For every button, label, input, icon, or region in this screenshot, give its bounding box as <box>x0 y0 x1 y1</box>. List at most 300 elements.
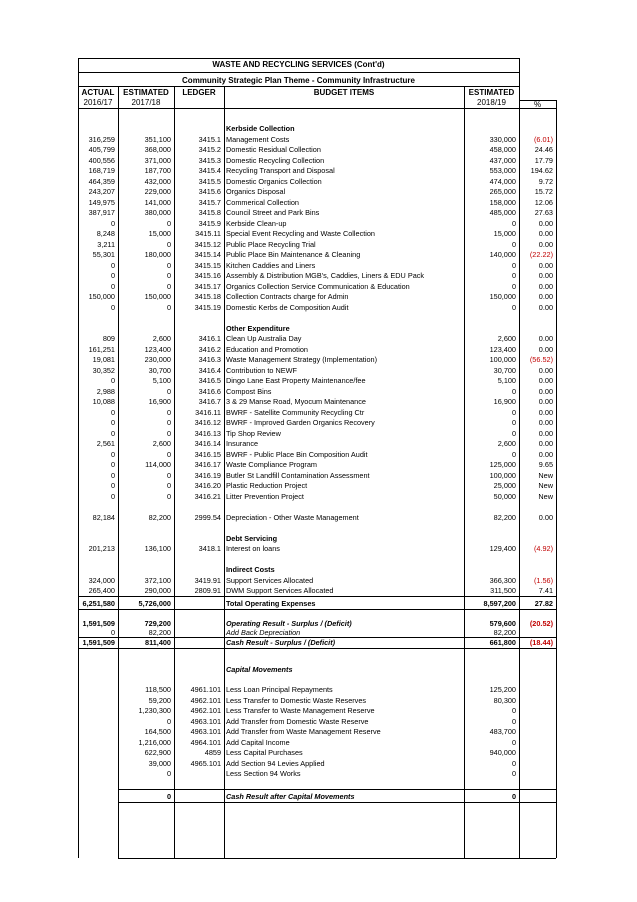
capital-item-label: Less Capital Purchases <box>226 748 303 757</box>
capital-item-label: Less Transfer to Waste Management Reserve <box>226 706 375 715</box>
estimated-prior-value: 0 <box>166 418 171 427</box>
capital-estimated: 0 <box>511 769 516 778</box>
estimated-prior-value: 368,000 <box>144 145 171 154</box>
estimated-prior-value: 0 <box>166 271 171 280</box>
ledger-code: 3415.19 <box>194 302 221 312</box>
estimated-value: 15,000 <box>493 229 516 238</box>
estimated-value: 2,600 <box>497 334 516 343</box>
budget-item-label: Recycling Transport and Disposal <box>226 166 335 175</box>
percent-change: 194.62 <box>530 166 553 175</box>
ledger-code: 3416.7 <box>198 397 221 406</box>
ledger-code: 3415.8 <box>198 208 221 217</box>
estimated-value: 437,000 <box>489 155 516 165</box>
percent-change: 0.00 <box>538 239 553 249</box>
result-percent: (18.44) <box>529 637 553 647</box>
result-actual: 1,591,509 <box>82 618 115 628</box>
actual-value: 0 <box>110 302 115 312</box>
capital-ledger-code: 4859 <box>204 748 221 757</box>
estimated-prior-value: 2,600 <box>152 334 171 343</box>
percent-change: 0.00 <box>538 376 553 385</box>
capital-item-label: Add Capital Income <box>226 737 290 747</box>
estimated-prior-value: 136,100 <box>144 544 171 553</box>
budget-item-label: BWRF - Improved Garden Organics Recovery <box>226 418 375 427</box>
percent-change: 24.46 <box>534 145 553 154</box>
total-estimated: 8,597,200 <box>483 598 516 608</box>
total-operating-expenses-label: Total Operating Expenses <box>226 598 316 608</box>
actual-value: 0 <box>110 376 115 385</box>
percent-column-rule <box>556 100 557 858</box>
ledger-code: 3415.16 <box>194 271 221 280</box>
budget-item-label: Domestic Kerbs de Composition Audit <box>226 302 349 312</box>
percent-change: 15.72 <box>534 187 553 196</box>
actual-value: 19,081 <box>92 355 115 364</box>
sheet-bottom-rule <box>118 858 556 859</box>
estimated-prior-value: 0 <box>166 470 171 480</box>
estimated-prior-value: 15,000 <box>148 229 171 238</box>
capital-ledger-code: 4962.101 <box>190 706 221 715</box>
actual-value: 464,359 <box>88 176 115 186</box>
actual-value: 3,211 <box>97 239 115 249</box>
header-bottom-rule <box>78 108 556 109</box>
estimated-prior-value: 187,700 <box>144 166 171 175</box>
result-estimated-prior: 811,400 <box>145 637 171 647</box>
estimated-prior-value: 0 <box>166 449 171 459</box>
estimated-value: 0 <box>511 239 516 249</box>
estimated-prior-value: 5,100 <box>152 376 171 385</box>
percent-change: 27.63 <box>534 208 553 217</box>
actual-value: 8,248 <box>96 229 115 238</box>
ledger-code: 3416.21 <box>194 491 221 501</box>
ledger-code: 3419.91 <box>194 575 221 585</box>
header-percent: % <box>533 100 542 109</box>
ledger-code: 3415.12 <box>194 239 221 249</box>
estimated-prior-value: 2,600 <box>152 439 171 448</box>
capital-item-label: Less Transfer to Domestic Waste Reserves <box>226 695 367 705</box>
actual-value: 2,561 <box>96 439 115 448</box>
percent-change: 0.00 <box>538 407 553 417</box>
capital-ledger-code: 4964.101 <box>190 737 221 747</box>
actual-value: 0 <box>110 428 115 438</box>
result-percent: (20.52) <box>529 618 553 628</box>
result-estimated: 661,800 <box>489 637 516 647</box>
estimated-value: 125,000 <box>489 460 516 469</box>
budget-item-label: Organics Collection Service Communication & Education <box>226 281 410 291</box>
capital-ledger-code: 4963.101 <box>190 716 221 726</box>
budget-item-label: BWRF - Public Place Bin Composition Audit <box>226 449 368 459</box>
budget-item-label: Litter Prevention Project <box>226 491 304 501</box>
budget-item-label: Assembly & Distribution MGB's, Caddies, Liners & EDU Pack <box>226 271 425 280</box>
capital-ledger-code: 4965.101 <box>190 758 221 768</box>
estimated-value: 0 <box>511 302 516 312</box>
budget-item-label: Waste Management Strategy (Implementation) <box>226 355 378 364</box>
estimated-value: 311,500 <box>490 586 516 595</box>
result-label: Add Back Depreciation <box>226 628 301 637</box>
budget-item-label: Contribution to NEWF <box>226 365 297 375</box>
actual-value: 0 <box>110 218 115 228</box>
header-actual-year: 2016/17 <box>83 98 113 107</box>
estimated-prior-value: 0 <box>166 239 171 249</box>
plan-theme: Community Strategic Plan Theme - Community Infrastructure <box>182 76 415 85</box>
estimated-value: 0 <box>511 260 516 270</box>
percent-change: 0.00 <box>538 418 553 427</box>
percent-change: 0.00 <box>538 397 553 406</box>
ledger-code: 3416.12 <box>194 418 221 427</box>
budget-item-label: Commerical Collection <box>226 197 299 207</box>
estimated-value: 2,600 <box>497 439 516 448</box>
budget-item-label: Public Place Bin Maintenance & Cleaning <box>226 250 361 259</box>
actual-value: 405,799 <box>88 145 115 154</box>
capital-estimated-prior: 59,200 <box>148 695 171 705</box>
ledger-code: 3416.11 <box>195 407 221 417</box>
capital-estimated: 0 <box>511 716 516 726</box>
estimated-prior-value: 123,400 <box>144 344 171 354</box>
capital-estimated-prior: 118,500 <box>145 685 171 694</box>
capital-item-label: Less Section 94 Works <box>226 769 301 778</box>
header-estimated-prior: ESTIMATED <box>123 88 169 97</box>
capital-item-label: Add Transfer from Waste Management Reserve <box>226 727 381 736</box>
result-label: Cash Result - Surplus / (Deficit) <box>226 637 336 647</box>
actual-value: 0 <box>110 470 115 480</box>
header-estimated: ESTIMATED <box>468 88 515 97</box>
totals-top-rule <box>78 596 556 597</box>
estimated-prior-value: 290,000 <box>144 586 171 595</box>
theme-bottom-rule <box>78 86 519 87</box>
capital-item-label: Add Transfer from Domestic Waste Reserve <box>226 716 369 726</box>
budget-item-label: Clean Up Australia Day <box>226 334 302 343</box>
capital-estimated-prior: 0 <box>166 769 171 778</box>
capital-estimated-prior: 1,230,300 <box>138 706 171 715</box>
section-heading: Debt Servicing <box>226 533 278 543</box>
actual-value: 0 <box>110 271 115 280</box>
estimated-prior-value: 180,000 <box>144 250 171 259</box>
ledger-code: 3415.3 <box>198 155 221 165</box>
capital-ledger-code: 4963.101 <box>190 727 221 736</box>
budget-item-label: Collection Contracts charge for Admin <box>226 292 349 301</box>
estimated-prior-value: 372,100 <box>144 575 171 585</box>
budget-item-label: Compost Bins <box>226 386 272 396</box>
budget-item-label: Domestic Residual Collection <box>226 145 321 154</box>
header-actual: ACTUAL <box>81 88 115 97</box>
estimated-value: 140,000 <box>489 250 516 259</box>
header-budget-items: BUDGET ITEMS <box>313 88 375 97</box>
percent-change: 0.00 <box>538 271 553 280</box>
budget-item-label: Support Services Allocated <box>226 575 314 585</box>
ledger-code: 3416.5 <box>198 376 221 385</box>
percent-change: 0.00 <box>538 281 553 291</box>
percent-change: 0.00 <box>538 302 553 312</box>
ledger-code: 3416.1 <box>198 334 221 343</box>
actual-value: 10,088 <box>92 397 115 406</box>
title-top-rule <box>78 58 519 59</box>
budget-item-label: Insurance <box>226 439 259 448</box>
percent-change: 0.00 <box>538 334 553 343</box>
ledger-code: 3416.14 <box>194 439 221 448</box>
estimated-value: 50,000 <box>493 491 516 501</box>
budget-item-label: Waste Compliance Program <box>226 460 317 469</box>
percent-change: 9.65 <box>538 460 553 469</box>
capital-ledger-code: 4961.101 <box>190 685 221 694</box>
budget-item-label: 3 & 29 Manse Road, Myocum Maintenance <box>226 397 366 406</box>
estimated-prior-value: 0 <box>166 281 171 291</box>
capital-estimated: 125,200 <box>489 685 516 694</box>
budget-item-label: Public Place Recycling Trial <box>226 239 316 249</box>
result-actual: 0 <box>110 628 115 637</box>
estimated-value: 0 <box>511 386 516 396</box>
header-estimated-year: 2018/19 <box>477 98 506 107</box>
estimated-value: 100,000 <box>489 470 516 480</box>
budget-item-label: Domestic Recycling Collection <box>226 155 325 165</box>
percent-change: (4.92) <box>533 544 553 553</box>
budget-item-label: Depreciation - Other Waste Management <box>226 512 359 522</box>
header-estimated-prior-year: 2017/18 <box>131 98 161 107</box>
actual-value: 265,400 <box>88 586 115 595</box>
percent-change: 17.79 <box>534 155 553 165</box>
ledger-code: 3416.2 <box>198 344 221 354</box>
percent-change: 0.00 <box>538 386 553 396</box>
ledger-code: 3416.13 <box>194 428 221 438</box>
ledger-code: 2809.91 <box>194 586 221 595</box>
percent-change: 9.72 <box>538 176 553 186</box>
percent-change: New <box>538 470 553 480</box>
budget-item-label: Organics Disposal <box>226 187 286 196</box>
ledger-code: 3415.1 <box>198 134 221 144</box>
percent-change: 0.00 <box>538 344 553 354</box>
estimated-value: 0 <box>511 449 516 459</box>
result-estimated-prior: 82,200 <box>148 628 171 637</box>
estimated-value: 0 <box>511 218 516 228</box>
capital-estimated-prior: 164,500 <box>144 727 171 736</box>
total-percent: 27.82 <box>534 598 553 608</box>
ledger-code: 3416.3 <box>198 355 221 364</box>
estimated-value: 265,000 <box>489 187 516 196</box>
percent-change: (56.52) <box>529 355 553 364</box>
capital-item-label: Add Section 94 Levies Applied <box>226 758 325 768</box>
capital-ledger-code: 4962.101 <box>190 695 221 705</box>
estimated-prior-value: 150,000 <box>144 292 171 301</box>
budget-item-label: Kerbside Clean-up <box>226 218 287 228</box>
total-actual: 6,251,580 <box>82 598 115 608</box>
section-heading: Other Expenditure <box>226 323 290 333</box>
percent-change: 12.06 <box>534 197 553 207</box>
estimated-value: 30,700 <box>493 365 516 375</box>
budget-item-label: Interest on loans <box>226 544 280 553</box>
budget-item-label: Plastic Reduction Project <box>226 481 308 490</box>
header-ledger: LEDGER <box>182 88 216 97</box>
capital-estimated: 0 <box>511 706 516 715</box>
actual-value: 324,000 <box>88 575 115 585</box>
estimated-value: 0 <box>511 271 516 280</box>
capital-movements-heading: Capital Movements <box>226 665 293 674</box>
estimated-prior-value: 82,200 <box>148 512 171 522</box>
estimated-prior-value: 114,000 <box>145 460 171 469</box>
actual-value: 55,301 <box>92 250 115 259</box>
capital-final-bottom-rule <box>118 802 556 803</box>
estimated-prior-value: 141,000 <box>144 197 171 207</box>
estimated-prior-value: 0 <box>166 218 171 228</box>
budget-item-label: Education and Promotion <box>226 344 308 354</box>
estimated-value: 158,000 <box>489 197 516 207</box>
actual-value: 809 <box>102 334 115 343</box>
actual-value: 161,251 <box>88 344 115 354</box>
estimated-prior-value: 432,000 <box>144 176 171 186</box>
result-estimated-prior: 729,200 <box>144 618 171 628</box>
estimated-value: 123,400 <box>489 344 516 354</box>
percent-change: New <box>538 491 553 501</box>
actual-value: 0 <box>110 418 115 427</box>
percent-change: 0.00 <box>538 218 553 228</box>
capital-estimated-prior: 39,000 <box>148 758 171 768</box>
budget-item-label: Dingo Lane East Property Maintenance/fee <box>226 376 366 385</box>
estimated-prior-value: 380,000 <box>144 208 171 217</box>
section-heading: Indirect Costs <box>226 565 275 574</box>
estimated-value: 0 <box>511 418 516 427</box>
ledger-code: 3415.9 <box>198 218 221 228</box>
ledger-code: 3415.4 <box>198 166 221 175</box>
budget-item-label: Management Costs <box>226 134 290 144</box>
estimated-prior-value: 351,100 <box>144 134 171 144</box>
actual-value: 0 <box>110 491 115 501</box>
capital-final-top-rule <box>118 789 556 790</box>
capital-estimated: 940,000 <box>489 748 516 757</box>
actual-value: 168,719 <box>88 166 115 175</box>
ledger-code: 3416.20 <box>194 481 221 490</box>
estimated-value: 100,000 <box>489 355 516 364</box>
result-estimated: 579,600 <box>489 618 516 628</box>
estimated-value: 5,100 <box>497 376 516 385</box>
percent-change: 0.00 <box>538 365 553 375</box>
capital-final-estimated: 0 <box>511 791 516 801</box>
capital-final-label: Cash Result after Capital Movements <box>226 791 355 801</box>
estimated-value: 82,200 <box>493 512 516 522</box>
estimated-value: 330,000 <box>489 134 516 144</box>
estimated-prior-value: 371,000 <box>144 155 171 165</box>
ledger-code: 3415.18 <box>194 292 221 301</box>
ledger-code: 2999.54 <box>194 512 221 522</box>
estimated-value: 16,900 <box>493 397 516 406</box>
percent-change: (6.01) <box>533 134 553 144</box>
actual-value: 201,213 <box>88 544 115 553</box>
estimated-value: 366,300 <box>489 575 516 585</box>
percent-change: (1.56) <box>533 575 553 585</box>
capital-estimated: 483,700 <box>489 727 516 736</box>
estimated-prior-value: 0 <box>166 302 171 312</box>
ledger-code: 3416.19 <box>194 470 221 480</box>
budget-item-label: Council Street and Park Bins <box>226 208 320 217</box>
actual-value: 0 <box>110 281 115 291</box>
estimated-value: 553,000 <box>489 166 516 175</box>
actual-value: 387,917 <box>88 208 115 217</box>
percent-change: 0.00 <box>538 292 553 301</box>
budget-item-label: DWM Support Services Allocated <box>226 586 334 595</box>
estimated-value: 25,000 <box>493 481 516 490</box>
result-actual: 1,591,509 <box>82 637 115 647</box>
estimated-prior-value: 0 <box>166 481 171 490</box>
percent-change: (22.22) <box>529 250 553 259</box>
total-estimated-prior: 5,726,000 <box>138 598 171 608</box>
budget-item-label: BWRF - Satellite Community Recycling Ctr <box>226 407 365 417</box>
estimated-value: 0 <box>511 407 516 417</box>
totals-bottom-rule <box>78 609 556 610</box>
capital-estimated-prior: 0 <box>166 716 171 726</box>
results-bottom-rule <box>78 648 556 649</box>
estimated-prior-value: 0 <box>166 407 171 417</box>
percent-change: 0.00 <box>538 512 553 522</box>
estimated-prior-value: 229,000 <box>144 187 171 196</box>
budget-sheet <box>78 58 556 858</box>
actual-value: 0 <box>110 260 115 270</box>
estimated-value: 150,000 <box>489 292 516 301</box>
budget-item-label: Special Event Recycling and Waste Collection <box>226 229 375 238</box>
capital-estimated: 0 <box>511 737 516 747</box>
column-rule <box>224 86 225 858</box>
percent-change: 0.00 <box>538 428 553 438</box>
actual-value: 149,975 <box>88 197 115 207</box>
estimated-prior-value: 230,000 <box>144 355 171 364</box>
ledger-code: 3416.4 <box>198 365 221 375</box>
ledger-code: 3415.2 <box>198 145 221 154</box>
ledger-code: 3416.17 <box>194 460 221 469</box>
estimated-prior-value: 0 <box>166 386 171 396</box>
ledger-code: 3415.7 <box>198 197 221 207</box>
ledger-code: 3415.11 <box>195 229 221 238</box>
actual-value: 316,259 <box>88 134 115 144</box>
result-label: Operating Result - Surplus / (Deficit) <box>226 618 352 628</box>
actual-value: 2,988 <box>96 386 115 396</box>
percent-change: 0.00 <box>538 229 553 238</box>
percent-change: 0.00 <box>538 439 553 448</box>
capital-estimated-prior: 622,900 <box>144 748 171 757</box>
actual-value: 0 <box>110 460 115 469</box>
estimated-value: 0 <box>511 281 516 291</box>
ledger-code: 3415.14 <box>194 250 221 259</box>
capital-item-label: Less Loan Principal Repayments <box>226 685 333 694</box>
estimated-value: 129,400 <box>489 544 516 553</box>
actual-value: 243,207 <box>88 187 115 196</box>
budget-item-label: Butler St Landfill Contamination Assessment <box>226 470 370 480</box>
ledger-code: 3416.15 <box>194 449 221 459</box>
estimated-prior-value: 0 <box>166 491 171 501</box>
percent-change: 0.00 <box>538 260 553 270</box>
actual-value: 0 <box>110 407 115 417</box>
ledger-code: 3415.15 <box>194 260 221 270</box>
ledger-code: 3416.6 <box>198 386 221 396</box>
ledger-code: 3415.5 <box>198 176 221 186</box>
estimated-value: 485,000 <box>489 208 516 217</box>
estimated-prior-value: 16,900 <box>148 397 171 406</box>
budget-item-label: Tip Shop Review <box>226 428 281 438</box>
actual-value: 82,184 <box>92 512 115 522</box>
capital-estimated: 80,300 <box>493 695 516 705</box>
estimated-value: 474,000 <box>489 176 516 186</box>
ledger-code: 3415.6 <box>198 187 221 196</box>
capital-estimated: 0 <box>511 758 516 768</box>
actual-value: 0 <box>110 481 115 490</box>
estimated-value: 458,000 <box>489 145 516 154</box>
capital-final-estimated-prior: 0 <box>166 791 171 801</box>
page-title: WASTE AND RECYCLING SERVICES (Cont'd) <box>212 60 385 69</box>
section-heading: Kerbside Collection <box>226 124 295 133</box>
ledger-code: 3415.17 <box>194 281 221 291</box>
result-estimated: 82,200 <box>493 628 516 637</box>
percent-change: 7.41 <box>538 586 553 595</box>
estimated-prior-value: 30,700 <box>148 365 171 375</box>
estimated-prior-value: 0 <box>166 260 171 270</box>
estimated-prior-value: 0 <box>166 428 171 438</box>
percent-change: New <box>538 481 553 490</box>
actual-value: 400,556 <box>88 155 115 165</box>
budget-item-label: Kitchen Caddies and Liners <box>226 260 316 270</box>
ledger-code: 3418.1 <box>198 544 221 553</box>
